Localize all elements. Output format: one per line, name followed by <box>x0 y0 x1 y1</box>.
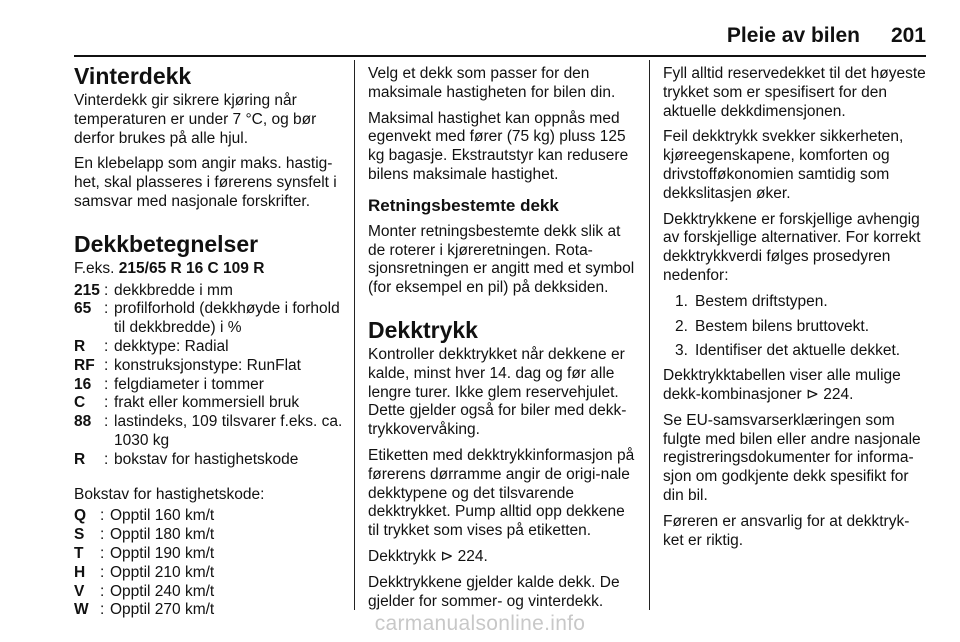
definition-row <box>74 413 346 451</box>
definition-term: 215 <box>74 281 100 299</box>
definition-description: Opptil 210 km/t <box>110 563 215 581</box>
definition-row <box>74 300 346 338</box>
definition-colon: : <box>104 394 109 412</box>
step-number: 1. <box>675 292 688 310</box>
definition-row <box>74 583 346 602</box>
definition-description: Opptil 190 km/t <box>110 544 215 562</box>
heading-tyre-pressure: Dekktrykk <box>368 316 478 343</box>
definition-description: Opptil 160 km/t <box>110 507 215 525</box>
paragraph: Velg et dekk som passer for den maksimale hastigheten for bilen din. <box>368 65 616 101</box>
procedure-step <box>663 293 929 312</box>
definition-colon: : <box>100 507 105 525</box>
paragraph: Etiketten med dekktrykkinformasjon på førerens dørramme angir de origi-nale dekktypene og det tilsvarende dekktrykket. Pump alltid opp dekkene til trykket som vises på etiketten. <box>368 446 635 540</box>
definition-row <box>74 526 346 545</box>
definition-description: Opptil 180 km/t <box>110 526 215 544</box>
definition-term: C <box>74 394 86 412</box>
paragraph: Maksimal hastighet kan oppnås med egenvekt med fører (75 kg) pluss 125 kg bagasje. Ekstrautstyr kan redusere bilens maksimale hastighet. <box>368 109 629 183</box>
definition-row <box>74 507 346 526</box>
definition-colon: : <box>104 413 109 431</box>
example-code: 215/65 R 16 C 109 R <box>118 259 265 277</box>
column-3 <box>663 60 929 557</box>
definition-colon: : <box>104 375 109 393</box>
definition-term: R <box>74 450 86 468</box>
definition-term: RF <box>74 356 95 374</box>
definition-description: profilforhold (dekkhøyde i forhold til dekkbredde) i % <box>114 300 340 337</box>
definition-term: T <box>74 544 84 562</box>
paragraph: Feil dekktrykk svekker sikkerheten, kjøreegenskapene, komforten og drivstofføkonomien samtidig som dekkslitasjen øker. <box>663 128 904 202</box>
definition-row <box>74 357 346 376</box>
column-divider-1 <box>354 60 355 610</box>
cross-reference[interactable]: Dekktrykk ⊳ 224. <box>368 547 488 565</box>
paragraph: Dekktrykkene er forskjellige avhengig av forskjellige alternativer. For korrekt dekktrykkverdi følges prosedyren nedenfor: <box>663 210 921 284</box>
paragraph: Føreren er ansvarlig for at dekktryk-ket er riktig. <box>663 512 910 549</box>
step-text: Identifiser det aktuelle dekket. <box>695 342 901 360</box>
paragraph: Fyll alltid reservedekket til det høyeste trykket som er spesifisert for den aktuelle dekkdimensjonen. <box>663 65 926 120</box>
definition-description: lastindeks, 109 tilsvarer f.eks. ca. 1030 kg <box>114 413 343 449</box>
paragraph: Vinterdekk gir sikrere kjøring når temperaturen er under 7 °C, og bør derfor brukes på alle hjul. <box>74 92 317 147</box>
definition-description: dekktype: Radial <box>114 337 229 355</box>
definition-colon: : <box>104 356 109 374</box>
column-2 <box>368 60 636 618</box>
definition-term: R <box>74 337 86 355</box>
procedure-steps <box>663 293 929 361</box>
watermark: carmanualsonline.info <box>374 612 586 635</box>
definition-colon: : <box>100 582 105 600</box>
definition-colon: : <box>104 337 109 355</box>
paragraph: Dekktrykkene gjelder kalde dekk. De gjelder for sommer- og vinterdekk. <box>368 573 620 610</box>
definition-row <box>74 545 346 564</box>
section-title: Pleie av bilen <box>726 24 860 47</box>
definition-colon: : <box>100 601 105 619</box>
definition-colon: : <box>104 450 109 468</box>
paragraph: En klebelapp som angir maks. hastig-het, skal plasseres i førerens synsfelt i samsvar med nasjonale forskrifter. <box>74 155 337 210</box>
definition-row <box>74 564 346 583</box>
definition-term: 16 <box>74 375 92 393</box>
page-header <box>74 22 926 52</box>
definition-term: V <box>74 582 85 600</box>
step-text: Bestem driftstypen. <box>695 292 828 310</box>
definition-description: Opptil 270 km/t <box>110 601 215 619</box>
heading-tyre-designations: Dekkbetegnelser <box>74 230 259 257</box>
definition-row <box>74 451 346 470</box>
column-1 <box>74 60 346 624</box>
definition-row <box>74 282 346 301</box>
heading-winter-tyres: Vinterdekk <box>74 63 192 89</box>
paragraph: Kontroller dekktrykket når dekkene er kalde, minst hver 14. dag og før alle lengre turer. Ikke glem reservehjulet. Dette gjelder også for biler med dekk-trykkovervåking. <box>368 345 627 439</box>
definition-term: 88 <box>74 413 92 431</box>
step-number: 3. <box>675 342 688 360</box>
definition-description: konstruksjonstype: RunFlat <box>114 356 301 374</box>
definition-row <box>74 338 346 357</box>
speed-intro: Bokstav for hastighetskode: <box>74 485 265 503</box>
definition-colon: : <box>104 281 109 299</box>
paragraph: Se EU-samsvarserklæringen som fulgte med bilen eller andre nasjonale registreringsdokumenter for informa-sjon om godkjente dekk spesifikt for din bil. <box>663 411 921 504</box>
definition-colon: : <box>100 544 105 562</box>
definition-colon: : <box>104 300 109 318</box>
definition-description: Opptil 240 km/t <box>110 582 215 600</box>
definition-term: S <box>74 526 85 544</box>
definition-term: 65 <box>74 300 92 318</box>
procedure-step <box>663 318 929 337</box>
definition-term: H <box>74 563 86 581</box>
procedure-step <box>663 342 929 361</box>
paragraph: Monter retningsbestemte dekk slik at de roterer i kjøreretningen. Rota-sjonsretningen er angitt med et symbol (for eksempel en pil) på dekksiden. <box>368 222 635 297</box>
definition-description: bokstav for hastighetskode <box>114 450 299 468</box>
column-divider-2 <box>649 60 650 610</box>
definition-description: dekkbredde i mm <box>114 281 233 299</box>
definition-row <box>74 376 346 395</box>
definition-term: W <box>74 601 89 619</box>
header-rule <box>74 55 926 57</box>
heading-directional-tyres: Retningsbestemte dekk <box>368 195 559 215</box>
speed-code-list <box>74 507 346 620</box>
definition-row <box>74 394 346 413</box>
definition-colon: : <box>100 526 105 544</box>
cross-reference[interactable]: Dekktrykktabellen viser alle mulige dekk-kombinasjoner ⊳ 224. <box>663 367 901 403</box>
tyre-code-list <box>74 282 346 470</box>
definition-colon: : <box>100 563 105 581</box>
definition-term: Q <box>74 507 87 525</box>
step-text: Bestem bilens bruttovekt. <box>695 317 870 335</box>
example-prefix: F.eks. <box>74 259 115 277</box>
definition-description: frakt eller kommersiell bruk <box>114 394 300 412</box>
step-number: 2. <box>675 317 688 335</box>
page-number: 201 <box>890 24 926 47</box>
example-line <box>74 260 346 279</box>
definition-description: felgdiameter i tommer <box>114 375 264 393</box>
